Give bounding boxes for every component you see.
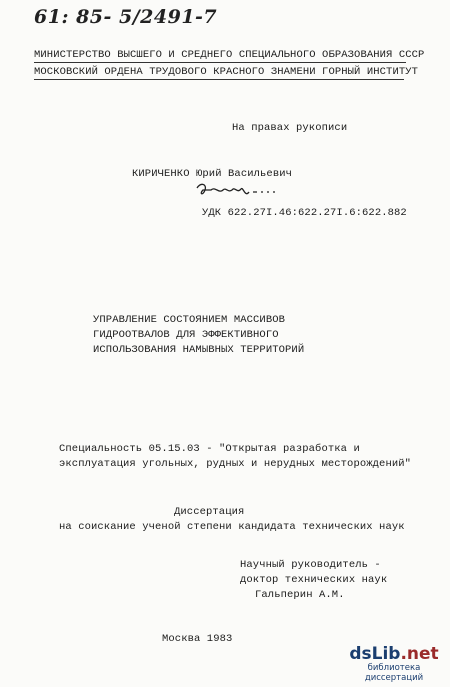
- header-ministry: МИНИСТЕРСТВО ВЫСШЕГО И СРЕДНЕГО СПЕЦИАЛЬНОГО ОБРАЗОВАНИЯ СССР: [34, 49, 425, 61]
- rights-note: На правах рукописи: [232, 122, 348, 134]
- title-line-1: УПРАВЛЕНИЕ СОСТОЯНИЕМ МАССИВОВ: [93, 314, 286, 326]
- supervisor-degree: доктор технических наук: [240, 574, 388, 586]
- specialty-line-2: эксплуатация угольных, рудных и нерудных месторождений": [59, 458, 412, 470]
- signature-icon: [195, 180, 285, 204]
- udk-code: УДК 622.27I.46:622.27I.6:622.882: [202, 207, 407, 219]
- dslib-watermark: [344, 645, 444, 683]
- watermark-subtitle: библиотека диссертаций: [364, 663, 424, 683]
- supervisor-label: Научный руководитель -: [240, 559, 381, 571]
- watermark-logo: dsLib.net: [349, 644, 439, 664]
- title-line-3: ИСПОЛЬЗОВАНИЯ НАМЫВНЫХ ТЕРРИТОРИЙ: [93, 344, 305, 356]
- city-year: Москва 1983: [162, 633, 233, 645]
- dissertation-degree: на соискание ученой степени кандидата технических наук: [59, 521, 405, 533]
- title-line-2: ГИДРООТВАЛОВ ДЛЯ ЭФФЕКТИВНОГО: [93, 329, 279, 341]
- supervisor-name: Гальперин А.М.: [255, 589, 345, 601]
- specialty-line-1: Специальность 05.15.03 - "Открытая разработка и: [59, 443, 360, 455]
- header-underline-2: [34, 79, 404, 80]
- author-name: КИРИЧЕНКО Юрий Васильевич: [132, 168, 293, 180]
- dissertation-label: Диссертация: [174, 506, 245, 518]
- header-underline-1: [34, 62, 406, 63]
- header-institute: МОСКОВСКИЙ ОРДЕНА ТРУДОВОГО КРАСНОГО ЗНАМЕНИ ГОРНЫЙ ИНСТИТУТ: [34, 66, 419, 78]
- handwritten-catalog-code: 61: 85- 5/2491-7: [34, 6, 218, 28]
